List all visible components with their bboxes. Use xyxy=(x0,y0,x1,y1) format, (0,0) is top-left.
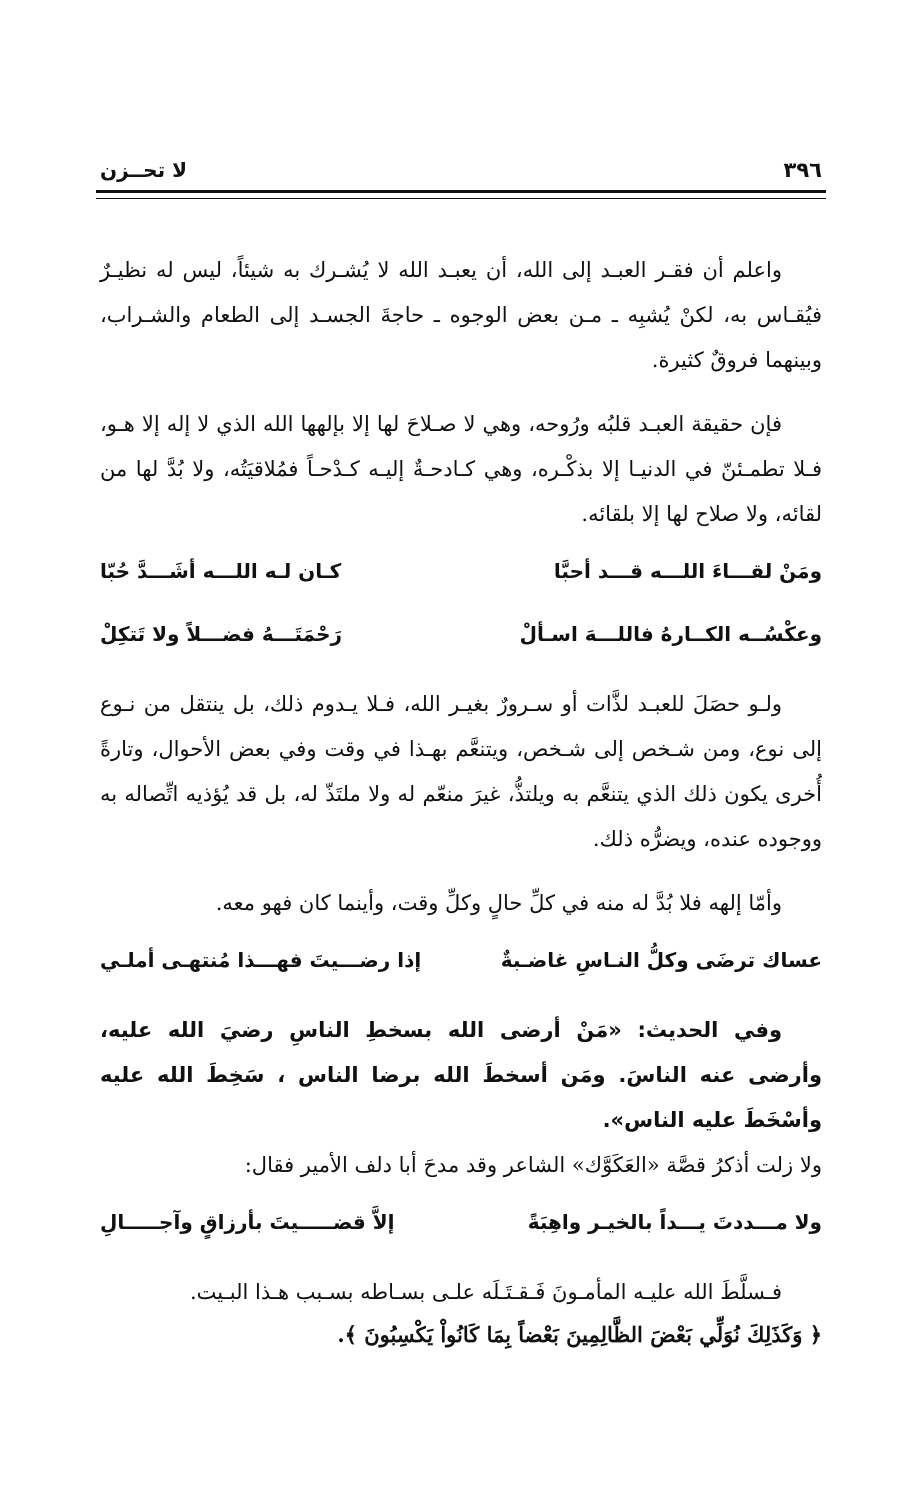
verse-2-second-hemistich: رَحْمَتَـــهُ فضـــلاً ولا تَتكِلْ xyxy=(100,622,343,646)
paragraph-4: وأمّا إلهه فلا بُدَّ له منه في كلِّ حالٍ وكلِّ وقت، وأينما كان فهو معه. xyxy=(215,891,782,915)
verse-3-first-hemistich: عساك ترضَى وكلُّ النـاسِ غاضـبةٌ xyxy=(500,948,822,972)
verse-2-first-hemistich: وعكْسُــه الكــارهُ فاللـــهَ اسـألْ xyxy=(519,622,822,646)
verse-2 xyxy=(100,619,822,649)
verse-1 xyxy=(100,556,822,586)
verse-1-first-hemistich: ومَنْ لقـــاءَ اللـــه قـــد أحبَّا xyxy=(553,559,822,583)
header-rule-thin xyxy=(96,198,826,199)
verse-4 xyxy=(100,1207,822,1237)
verse-3-second-hemistich: إذا رضـــيتَ فهـــذا مُنتهـى أملـي xyxy=(100,948,422,972)
hadith-paragraph: وفي الحديث: «مَنْ أرضى الله بسخطِ الناسِ رضيَ الله عليه، وأرضى عنه الناسَ. ومَن أسخطَ الله برضا الناس ، سَخِطَ الله عليه وأسْخَطَ عليه الناس». xyxy=(100,1018,822,1132)
verse-4-second-hemistich: إلاَّ قضـــــيتَ بأرزاقٍ وآجـــــالِ xyxy=(100,1210,395,1234)
paragraph-1: واعلم أن فقـر العبـد إلى الله، أن يعبـد الله لا يُشـرك به شيئاً، ليس له نظيـرٌ فيُقـاس به، لكنْ يُشبِه ـ مـن بعض الوجوه ـ حاجةَ الجسـد إلى الطعام والشـراب، وبينهما فروقٌ كثيرة. xyxy=(100,258,822,372)
header-rule-thick xyxy=(96,190,826,193)
verse-3 xyxy=(100,945,822,975)
verse-1-second-hemistich: كـان لـه اللـــه أشَـــدَّ حُبّا xyxy=(100,559,342,583)
running-title: لا تحــزن xyxy=(100,158,187,182)
paragraph-7: فـسلَّطَ الله عليـه المأمـونَ فَـقـتَـلَه علـى بسـاطه بسـبب هـذا البـيت. xyxy=(189,1280,782,1304)
paragraph-6: ولا زلت أذكرُ قصَّة «العَكَوَّك» الشاعر وقد مدحَ أبا دلف الأمير فقال: xyxy=(244,1153,822,1177)
paragraph-3: ولـو حصَلَ للعبـد لذَّات أو سـرورٌ بغيـر الله، فـلا يـدوم ذلك، بل ينتقل من نـوع إلى نوع، ومن شـخص إلى شـخص، ويتنعَّم بهـذا في وقت وفي بعض الأحوال، وتارةً أُخرى يكون ذلك الذي يتنعَّم به ويلتذُّ، غيرَ منعّم له ولا ملتَذّ له، بل قد يُؤذيه اتِّصاله به ووجوده عنده، ويضرُّه ذلك. xyxy=(100,692,822,851)
page-body xyxy=(100,248,822,1355)
page-header xyxy=(100,158,822,188)
verse-4-first-hemistich: ولا مـــددتَ يـــداً بالخيـر واهِبَةً xyxy=(527,1210,822,1234)
paragraph-2: فإن حقيقة العبـد قلبُه ورُوحه، وهي لا صـلاحَ لها إلا بإلهها الله الذي لا إله إلا هـو، فـلا تطمـئنّ في الدنيـا إلا بذكْـره، وهي كـادحـةٌ إليـه كـدْحـاً فمُلاقيَتُه، ولا بُدَّ لها من لقائه، ولا صلاح لها إلا بلقائه. xyxy=(100,412,822,526)
quran-verse: ﴿ وَكَذَلِكَ نُوَلِّي بَعْضَ الظَّالِمِينَ بَعْضاً بِمَا كَانُواْ يَكْسِبُونَ ﴾. xyxy=(337,1322,822,1347)
page-number: ٣٩٦ xyxy=(783,158,822,182)
